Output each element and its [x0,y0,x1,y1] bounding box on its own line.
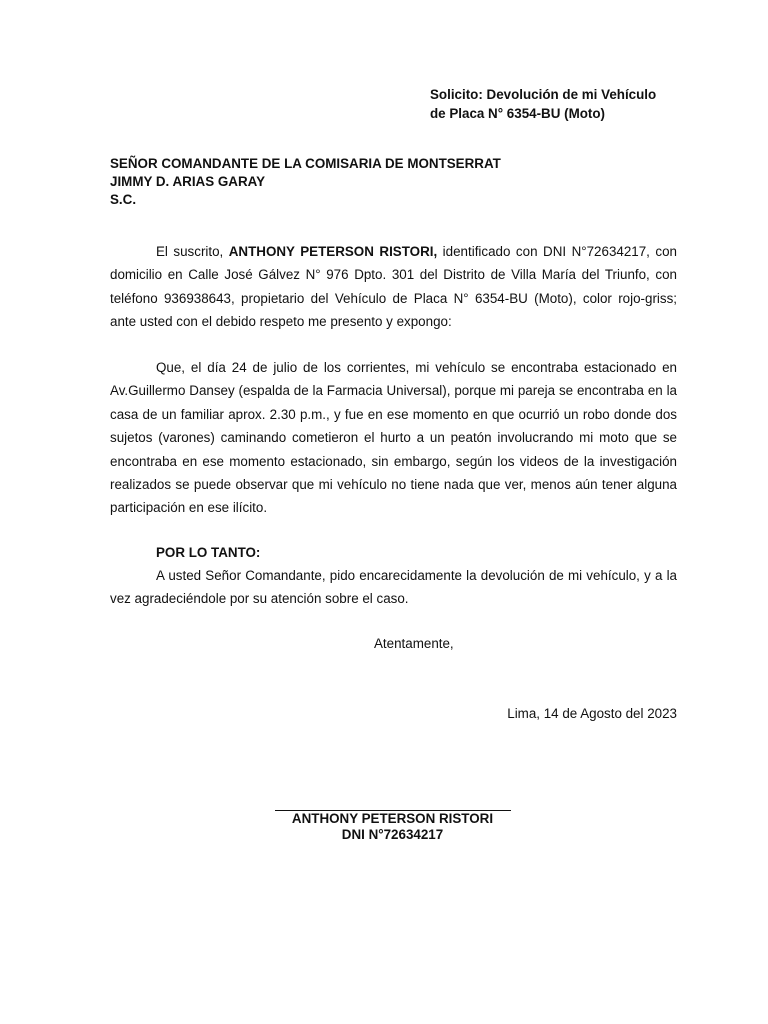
signature-name: ANTHONY PETERSON RISTORI [291,811,494,826]
conclusion-heading: POR LO TANTO: [156,545,261,560]
subject-line-2: de Placa N° 6354-BU (Moto) [430,106,606,121]
signature-dni: DNI N°72634217 [341,827,444,842]
petitioner-name: ANTHONY PETERSON RISTORI, [228,244,438,259]
addressee-title: SEÑOR COMANDANTE DE LA COMISARIA DE MONTSERRAT [110,156,501,171]
closing-salutation: Atentamente, [374,636,454,651]
subject-block [430,85,677,123]
intro-rest: identificado con DNI N°72634217, con domicilio en Calle José Gálvez N° 976 Dpto. 301 del Distrito de Villa María del Triunfo, con teléfono 936938643, propietario del Vehículo de Placa N° 6354-BU (Moto), color rojo-griss; ante usted con el debido respeto me presento y expongo: [110,244,677,330]
date-line: Lima, 14 de Agosto del 2023 [507,706,677,721]
addressee-sc: S.C. [110,192,137,207]
paragraph-introduction [110,240,677,334]
intro-lead: El suscrito, [156,244,229,259]
paragraph-facts: Que, el día 24 de julio de los corrientes, mi vehículo se encontraba estacionado en Av.Guillermo Dansey (espalda de la Farmacia Universal), porque mi pareja se encontraba en la casa de un familiar aprox. 2.30 p.m., y fue en ese momento en que ocurrió un robo donde dos sujetos (varones) caminando cometieron el hurto a un peatón involucrando mi moto que se encontraba en ese momento estacionado, sin embargo, según los videos de la investigación realizados se puede observar que mi vehículo no tiene nada que ver, menos aún tener alguna participación en ese ilícito. [110,360,677,516]
addressee-name: JIMMY D. ARIAS GARAY [110,174,266,189]
subject-line-1: Solicito: Devolución de mi Vehículo [430,87,657,102]
paragraph-request: A usted Señor Comandante, pido encarecidamente la devolución de mi vehículo, y a la vez agradeciéndole por su atención sobre el caso. [110,568,677,607]
addressee-block [110,155,501,209]
